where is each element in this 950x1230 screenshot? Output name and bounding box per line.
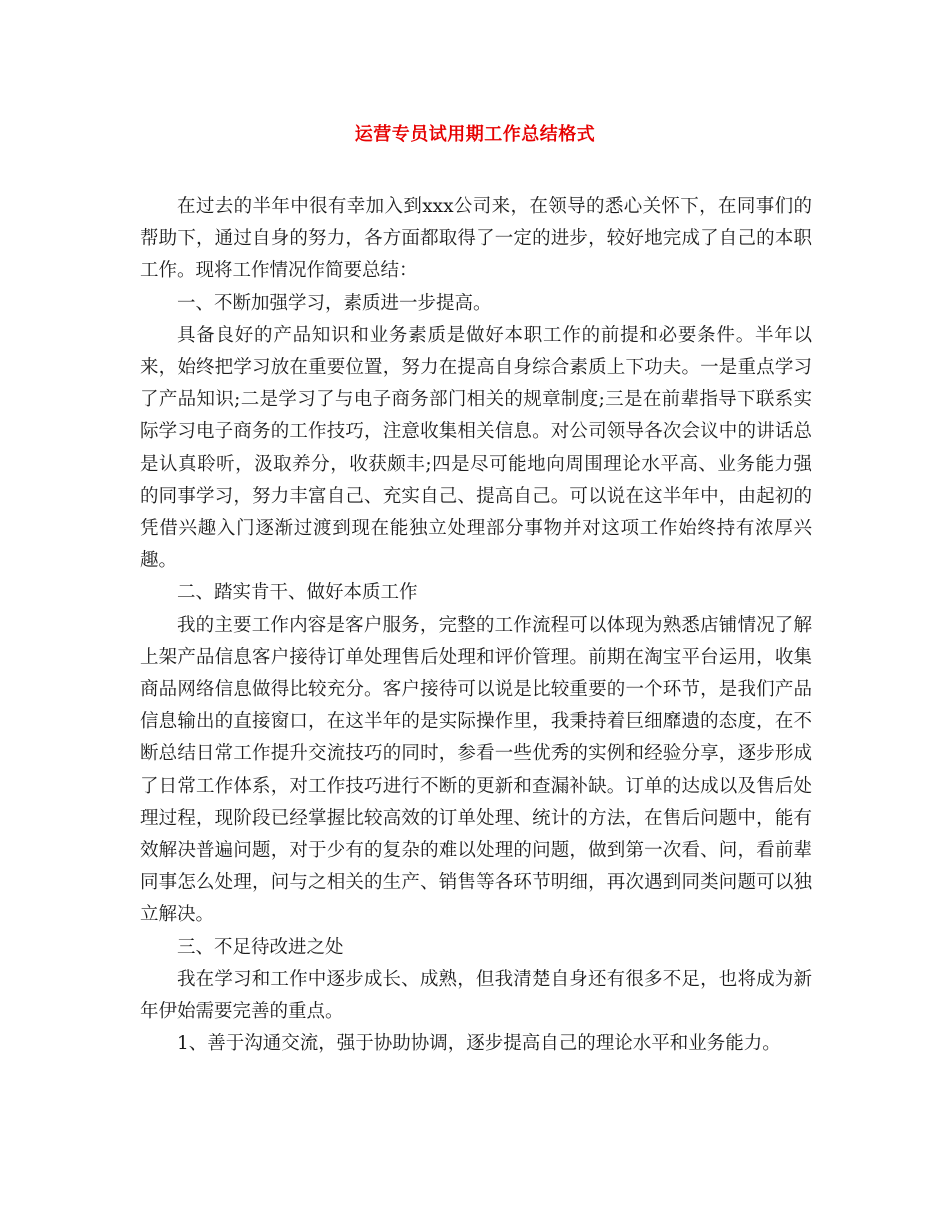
paragraph-section-2: 我的主要工作内容是客户服务，完整的工作流程可以体现为熟悉店铺情况了解上架产品信息客户接待订单处理售后处理和评价管理。前期在淘宝平台运用，收集商品网络信息做得比较充分。客户接待可以说是比较重要的一个环节，是我们产品信息输出的直接窗口，在这半年的是实际操作里，我秉持着巨细靡遗的态度，在不断总结日常工作提升交流技巧的同时，参看一些优秀的实例和经验分享，逐步形成了日常工作体系，对工作技巧进行不断的更新和查漏补缺。订单的达成以及售后处理过程，现阶段已经掌握比较高效的订单处理、统计的方法，在售后问题中，能有效解决普遍问题，对于少有的复杂的难以处理的问题，做到第一次看、问，看前辈同事怎么处理，问与之相关的生产、销售等各环节明细，再次遇到同类问题可以独立解决。: [140, 614, 812, 926]
paragraph-section-3: 我在学习和工作中逐步成长、成熟，但我清楚自身还有很多不足，也将成为新年伊始需要完善的重点。: [140, 968, 812, 1023]
document-body: [140, 191, 812, 1060]
paragraph-intro: 在过去的半年中很有幸加入到xxx公司来，在领导的悉心关怀下，在同事们的帮助下，通过自身的努力，各方面都取得了一定的进步，较好地完成了自己的本职工作。现将工作情况作简要总结：: [140, 196, 812, 282]
section-heading-3: 三、不足待改进之处: [177, 936, 344, 958]
document-title: 运营专员试用期工作总结格式: [354, 124, 596, 145]
section-heading-2: 二、踏实肯干、做好本质工作: [177, 582, 418, 604]
paragraph-section-1: 具备良好的产品知识和业务素质是做好本职工作的前提和必要条件。半年以来，始终把学习放在重要位置，努力在提高自身综合素质上下功夫。一是重点学习了产品知识;二是学习了与电子商务部门相关的规章制度;三是在前辈指导下联系实际学习电子商务的工作技巧，注意收集相关信息。对公司领导各次会议中的讲话总是认真聆听，汲取养分，收获颇丰;四是尽可能地向周围理论水平高、业务能力强的同事学习，努力丰富自己、充实自己、提高自己。可以说在这半年中，由起初的凭借兴趣入门逐渐过渡到现在能独立处理部分事物并对这项工作始终持有浓厚兴趣。: [140, 324, 812, 572]
section-heading-1: 一、不断加强学习，素质进一步提高。: [177, 292, 492, 314]
list-item-1: 1、善于沟通交流，强于协助协调，逐步提高自己的理论水平和业务能力。: [177, 1033, 781, 1055]
